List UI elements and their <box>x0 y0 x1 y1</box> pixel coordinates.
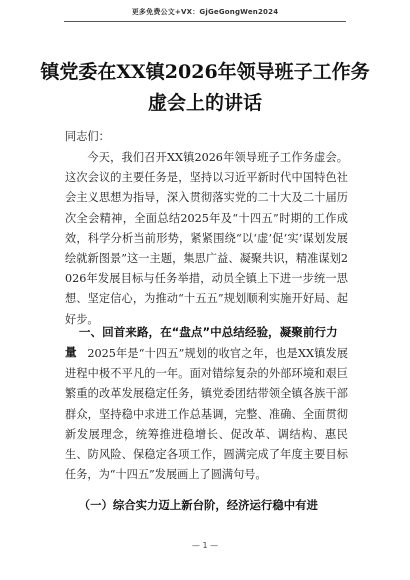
section-heading-1: 一、回首来路，在“盘点”中总结经验，凝聚前行力量 <box>65 325 338 359</box>
subsection-heading-1: （一）综合实力迈上新台阶，经济运行稳中有进 <box>78 498 318 512</box>
greeting: 同志们： <box>65 130 110 143</box>
page-number: — 1 — <box>191 541 219 550</box>
paragraph-review: 2025年是“十四五”规划的收官之年，也是XX镇发展进程中极不平凡的一年。面对错综复杂的外部环境和艰巨繁重的改革发展稳定任务，镇党委团结带领全镇各族干部群众，坚持稳中求进工作总基调，完整、准确、全面贯彻新发展理念，统筹推进稳增长、促改革、调结构、惠民生、防风险、保稳定各项工作，圆满完成了年度主要目标任务，为“十四五”发展画上了圆满句号。 <box>65 347 348 482</box>
header-note: 更多免费公文+VX：GjGeGongWen2024 <box>131 8 279 16</box>
header-divider <box>64 21 346 22</box>
title-line-2: 虚会上的讲话 <box>147 92 262 114</box>
document-title <box>40 57 370 119</box>
title-line-1: 镇党委在XX镇2026年领导班子工作务 <box>40 61 370 83</box>
paragraph-intro: 今天，我们召开XX镇2026年领导班子工作务虚会。这次会议的主要任务是，坚持以习近平新时代中国特色社会主义思想为指导，深入贯彻落实党的二十大及二十届历次全会精神，全面总结2025年及“十四五”时期的工作成效，科学分析当前形势，紧紧围绕“以‘虚’促‘实’谋划发展绘就新图景”这一主题，集思广益、凝聚共识，精准谋划2026年发展目标与任务举措，动员全镇上下进一步统一思想、坚定信心，为推动“十五五”规划顺利实施开好局、起好步。 <box>65 151 348 326</box>
